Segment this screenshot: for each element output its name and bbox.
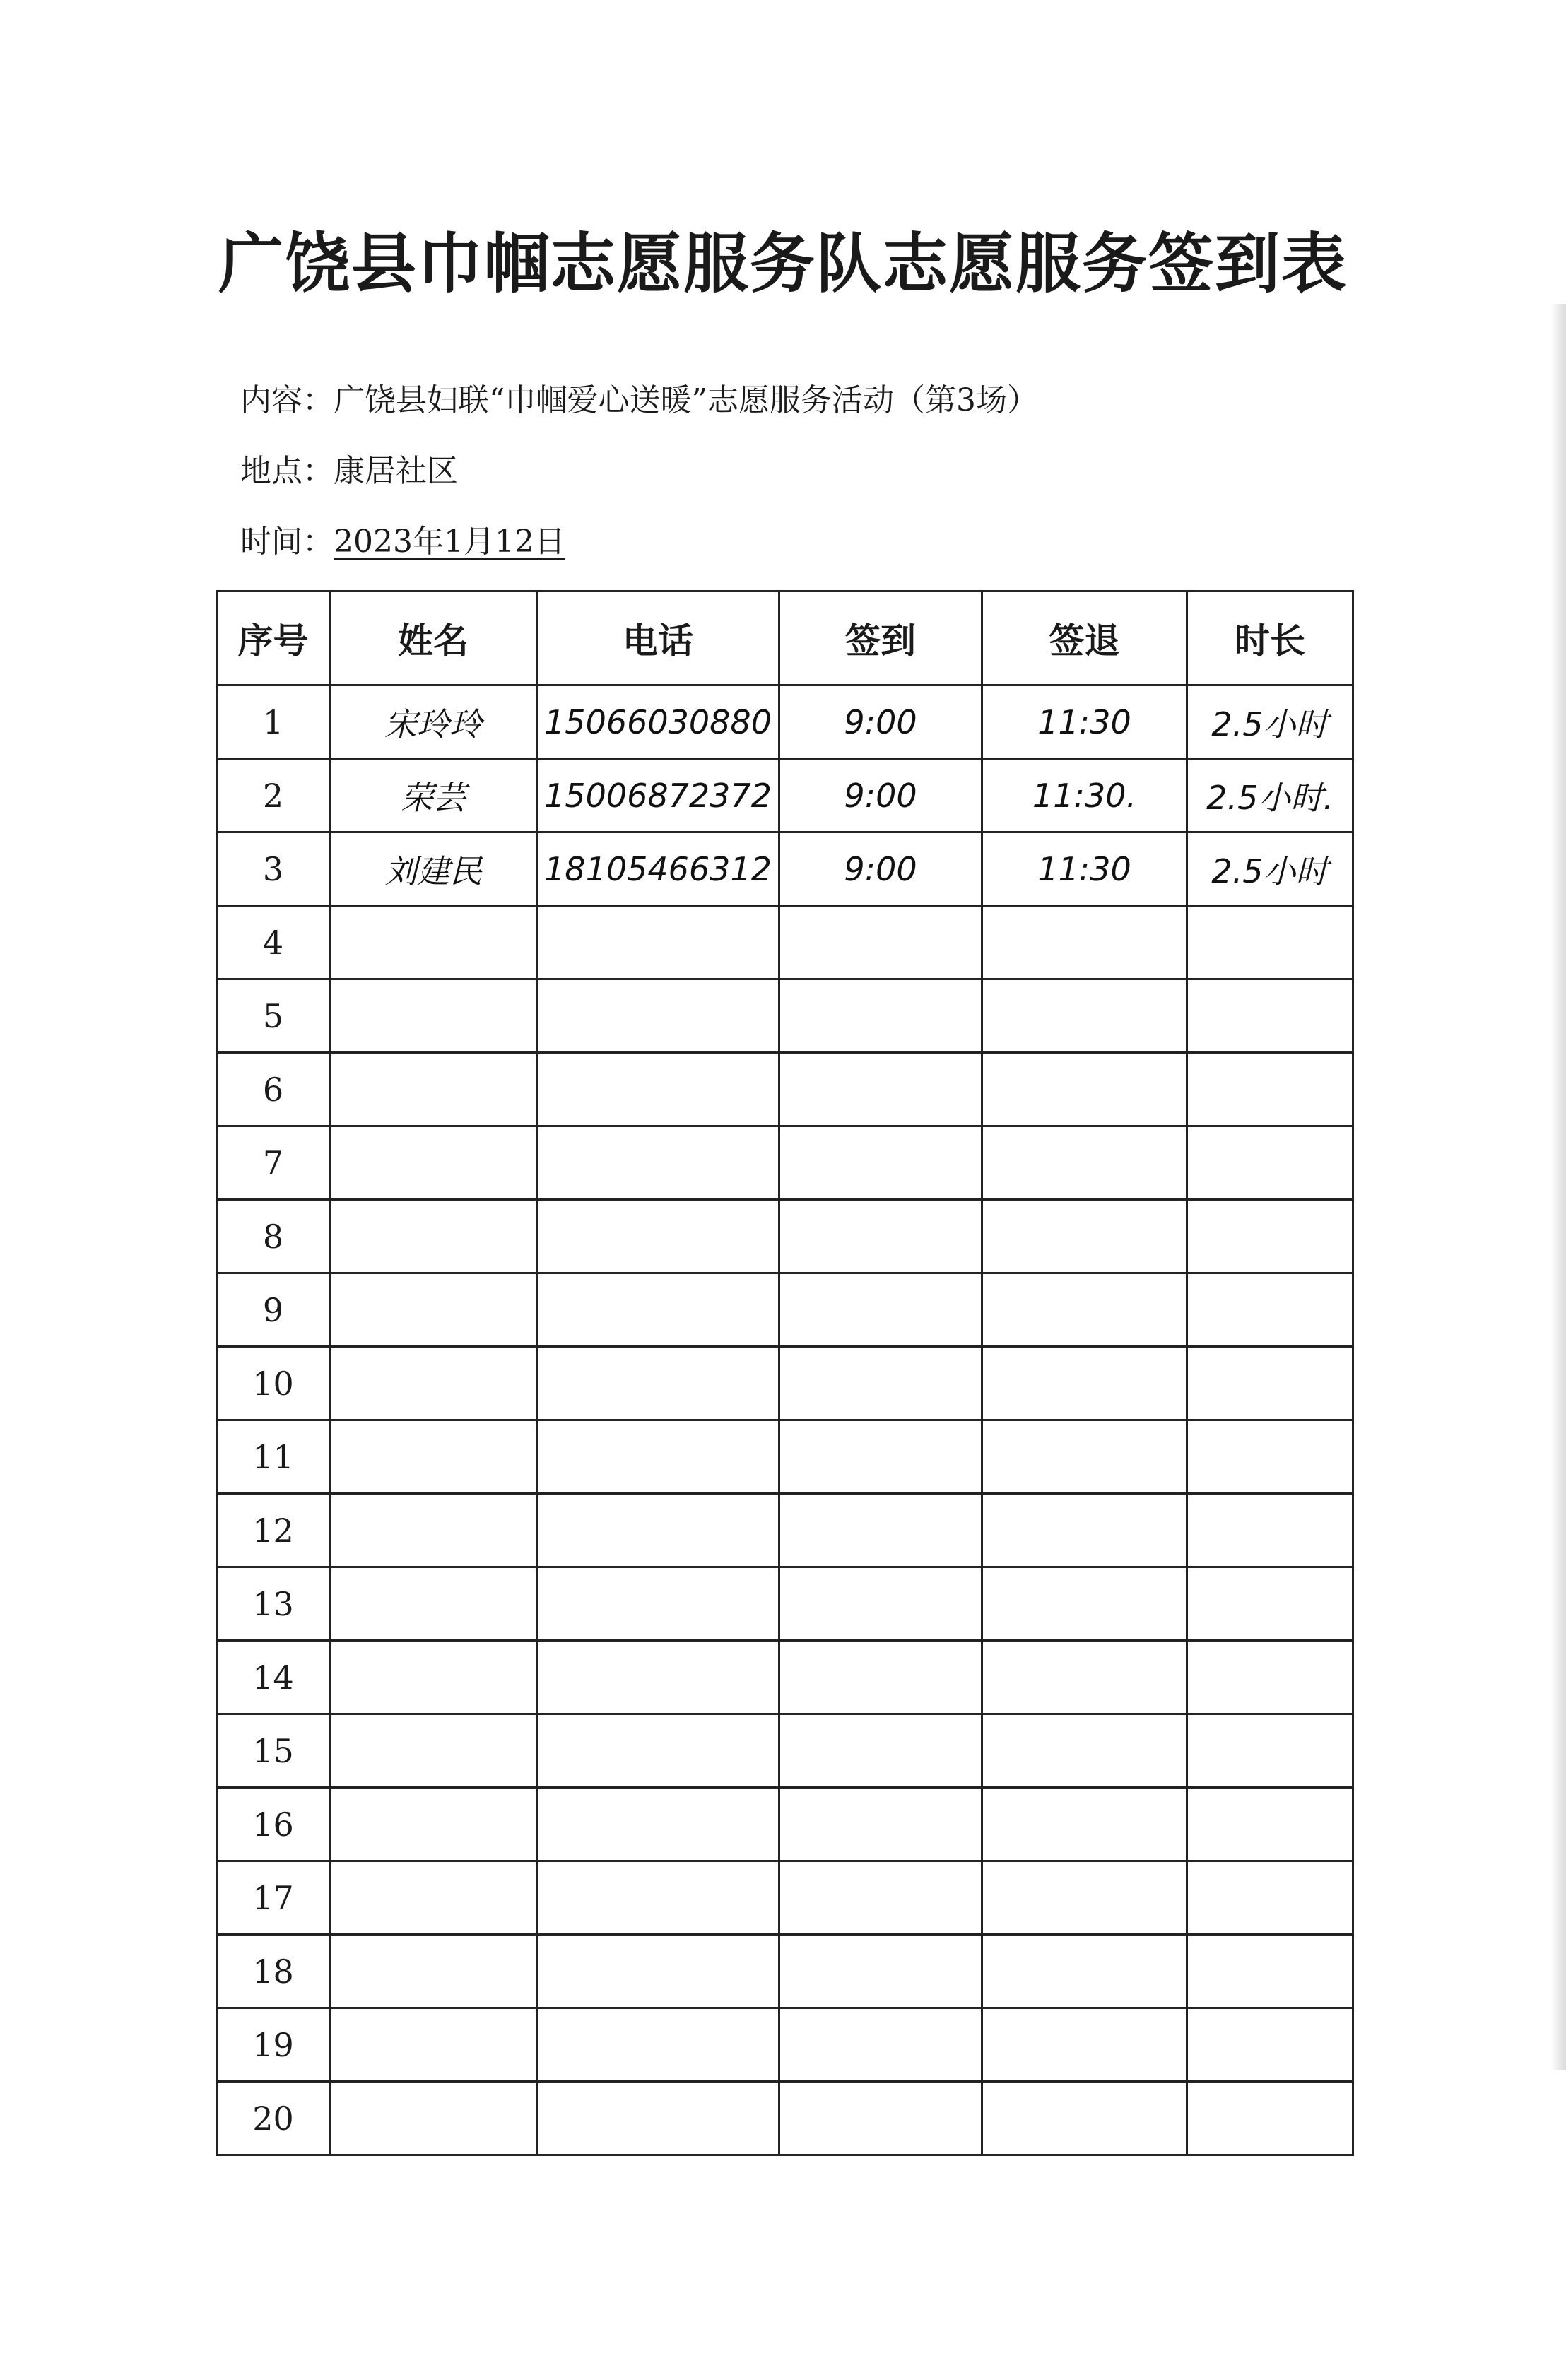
cell-name <box>330 1494 537 1567</box>
table-row <box>217 979 1353 1053</box>
cell-phone <box>537 906 779 979</box>
cell-index: 4 <box>217 906 330 979</box>
cell-index: 13 <box>217 1567 330 1641</box>
table-row <box>217 1641 1353 1714</box>
cell-phone <box>537 1126 779 1200</box>
cell-index: 14 <box>217 1641 330 1714</box>
cell-name <box>330 1200 537 1273</box>
table-row <box>217 1861 1353 1935</box>
table-row <box>217 1567 1353 1641</box>
cell-duration: 2.5小时 <box>1187 832 1353 906</box>
cell-index: 1 <box>217 685 330 759</box>
cell-name <box>330 1861 537 1935</box>
table-row <box>217 1494 1353 1567</box>
cell-duration <box>1187 1788 1353 1861</box>
scan-shadow-edge <box>1550 304 1566 2070</box>
cell-phone: 15006872372 <box>537 759 779 832</box>
cell-name <box>330 1714 537 1788</box>
cell-duration: 2.5小时 <box>1187 685 1353 759</box>
cell-sign-out <box>982 1641 1187 1714</box>
cell-index: 5 <box>217 979 330 1053</box>
cell-phone <box>537 1567 779 1641</box>
table-row <box>217 2082 1353 2155</box>
table-row <box>217 1053 1353 1126</box>
cell-index: 6 <box>217 1053 330 1126</box>
header-sign-out: 签退 <box>982 591 1187 685</box>
cell-sign-out: 11:30 <box>982 832 1187 906</box>
cell-duration <box>1187 1347 1353 1420</box>
cell-name <box>330 1053 537 1126</box>
cell-index: 16 <box>217 1788 330 1861</box>
table-row <box>217 906 1353 979</box>
cell-sign-in <box>779 979 982 1053</box>
header-index: 序号 <box>217 591 330 685</box>
cell-name: 刘建民 <box>330 832 537 906</box>
cell-phone <box>537 1935 779 2008</box>
table-row <box>217 1420 1353 1494</box>
table-row <box>217 1788 1353 1861</box>
cell-name <box>330 2008 537 2082</box>
cell-sign-in <box>779 1567 982 1641</box>
cell-phone: 15066030880 <box>537 685 779 759</box>
table-row <box>217 1347 1353 1420</box>
cell-index: 20 <box>217 2082 330 2155</box>
cell-duration <box>1187 1273 1353 1347</box>
cell-index: 12 <box>217 1494 330 1567</box>
cell-duration: 2.5小时. <box>1187 759 1353 832</box>
cell-duration <box>1187 2082 1353 2155</box>
cell-duration <box>1187 2008 1353 2082</box>
cell-name <box>330 1788 537 1861</box>
cell-sign-in <box>779 1200 982 1273</box>
cell-sign-in <box>779 1126 982 1200</box>
cell-sign-in <box>779 1494 982 1567</box>
cell-duration <box>1187 1494 1353 1567</box>
cell-sign-in <box>779 1053 982 1126</box>
header-name: 姓名 <box>330 591 537 685</box>
cell-sign-in <box>779 2008 982 2082</box>
cell-name <box>330 1273 537 1347</box>
cell-sign-in <box>779 1788 982 1861</box>
cell-sign-in <box>779 1935 982 2008</box>
cell-sign-in: 9:00 <box>779 832 982 906</box>
cell-duration <box>1187 979 1353 1053</box>
cell-duration <box>1187 1641 1353 1714</box>
time-line <box>240 516 565 561</box>
cell-phone <box>537 2008 779 2082</box>
cell-index: 17 <box>217 1861 330 1935</box>
cell-sign-in <box>779 1714 982 1788</box>
sign-in-table <box>216 590 1354 2156</box>
cell-phone: 18105466312 <box>537 832 779 906</box>
cell-name <box>330 906 537 979</box>
cell-sign-out: 11:30 <box>982 685 1187 759</box>
cell-name <box>330 1126 537 1200</box>
cell-sign-out <box>982 1200 1187 1273</box>
time-label: 时间： <box>240 524 334 560</box>
table-row <box>217 1935 1353 2008</box>
cell-sign-out <box>982 979 1187 1053</box>
cell-index: 8 <box>217 1200 330 1273</box>
cell-sign-out <box>982 1126 1187 1200</box>
cell-index: 2 <box>217 759 330 832</box>
cell-name <box>330 1641 537 1714</box>
cell-duration <box>1187 1714 1353 1788</box>
cell-name <box>330 2082 537 2155</box>
header-sign-in: 签到 <box>779 591 982 685</box>
cell-sign-out <box>982 1567 1187 1641</box>
cell-duration <box>1187 906 1353 979</box>
cell-phone <box>537 1714 779 1788</box>
table-row <box>217 2008 1353 2082</box>
cell-phone <box>537 1861 779 1935</box>
table-row <box>217 1714 1353 1788</box>
cell-sign-in <box>779 1347 982 1420</box>
table-row <box>217 832 1353 906</box>
cell-phone <box>537 979 779 1053</box>
cell-sign-in: 9:00 <box>779 759 982 832</box>
cell-phone <box>537 1641 779 1714</box>
cell-duration <box>1187 1053 1353 1126</box>
location-line: 地点：康居社区 <box>240 453 458 489</box>
table-row <box>217 1200 1353 1273</box>
cell-sign-out: 11:30. <box>982 759 1187 832</box>
cell-sign-out <box>982 1788 1187 1861</box>
cell-sign-in <box>779 1420 982 1494</box>
cell-name: 宋玲玲 <box>330 685 537 759</box>
cell-sign-out <box>982 1935 1187 2008</box>
cell-index: 11 <box>217 1420 330 1494</box>
cell-sign-out <box>982 1714 1187 1788</box>
cell-sign-in <box>779 1641 982 1714</box>
cell-sign-out <box>982 1420 1187 1494</box>
header-phone: 电话 <box>537 591 779 685</box>
cell-name <box>330 1567 537 1641</box>
cell-phone <box>537 1420 779 1494</box>
cell-sign-in: 9:00 <box>779 685 982 759</box>
cell-sign-in <box>779 1861 982 1935</box>
cell-phone <box>537 1200 779 1273</box>
cell-sign-out <box>982 1861 1187 1935</box>
cell-sign-in <box>779 906 982 979</box>
cell-sign-out <box>982 906 1187 979</box>
cell-name <box>330 979 537 1053</box>
cell-index: 18 <box>217 1935 330 2008</box>
cell-sign-out <box>982 2008 1187 2082</box>
cell-name <box>330 1935 537 2008</box>
cell-index: 10 <box>217 1347 330 1420</box>
document-title: 广饶县巾帼志愿服务队志愿服务签到表 <box>218 225 1348 302</box>
table-row <box>217 1126 1353 1200</box>
cell-duration <box>1187 1420 1353 1494</box>
cell-name: 荣芸 <box>330 759 537 832</box>
cell-sign-out <box>982 2082 1187 2155</box>
cell-sign-in <box>779 1273 982 1347</box>
cell-index: 7 <box>217 1126 330 1200</box>
cell-index: 19 <box>217 2008 330 2082</box>
cell-name <box>330 1347 537 1420</box>
cell-duration <box>1187 1200 1353 1273</box>
cell-duration <box>1187 1861 1353 1935</box>
header-duration: 时长 <box>1187 591 1353 685</box>
cell-phone <box>537 2082 779 2155</box>
cell-phone <box>537 1494 779 1567</box>
cell-sign-out <box>982 1273 1187 1347</box>
cell-sign-out <box>982 1347 1187 1420</box>
table-row <box>217 759 1353 832</box>
time-value: 2023年1月12日 <box>334 524 565 560</box>
table-row <box>217 1273 1353 1347</box>
table-row <box>217 685 1353 759</box>
cell-phone <box>537 1273 779 1347</box>
cell-phone <box>537 1347 779 1420</box>
header-row <box>217 591 1353 685</box>
cell-phone <box>537 1788 779 1861</box>
cell-sign-out <box>982 1494 1187 1567</box>
cell-duration <box>1187 1567 1353 1641</box>
cell-duration <box>1187 1126 1353 1200</box>
cell-name <box>330 1420 537 1494</box>
cell-duration <box>1187 1935 1353 2008</box>
cell-index: 9 <box>217 1273 330 1347</box>
cell-phone <box>537 1053 779 1126</box>
cell-sign-out <box>982 1053 1187 1126</box>
cell-index: 3 <box>217 832 330 906</box>
cell-sign-in <box>779 2082 982 2155</box>
cell-index: 15 <box>217 1714 330 1788</box>
content-line: 内容：广饶县妇联“巾帼爱心送暖”志愿服务活动（第3场） <box>240 382 1038 418</box>
